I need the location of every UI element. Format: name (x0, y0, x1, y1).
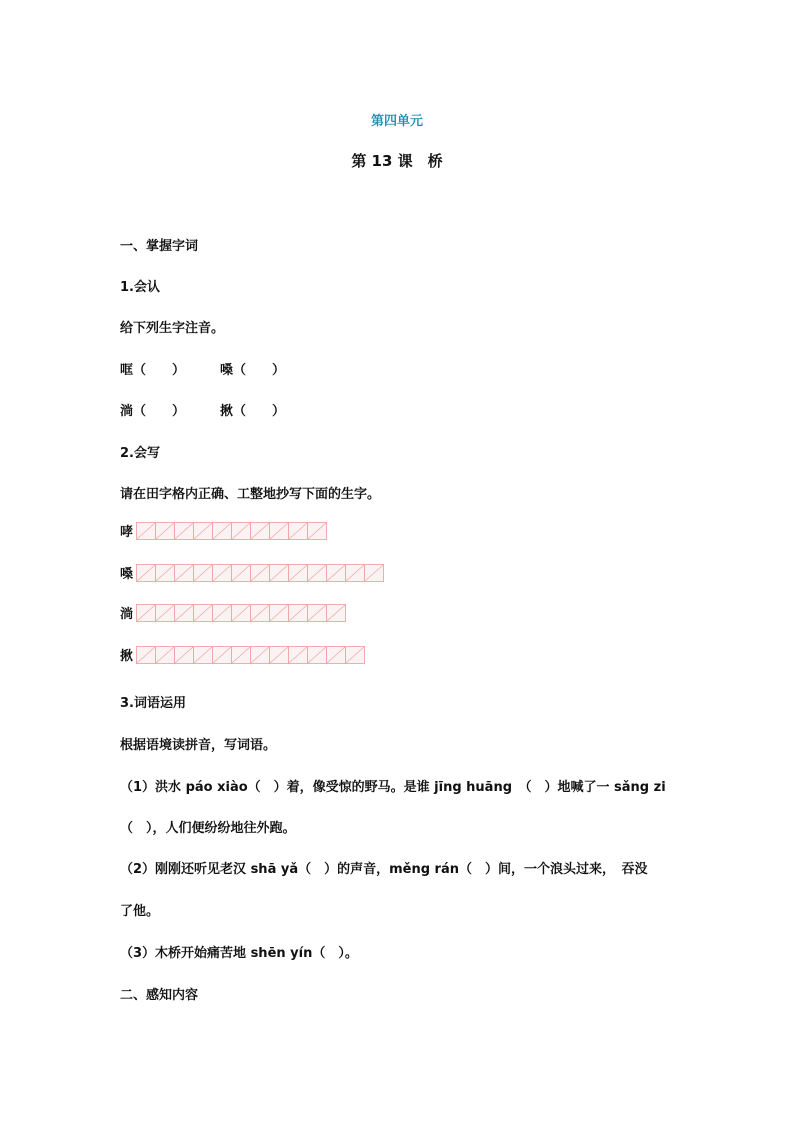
pinyin-row (120, 400, 320, 419)
instruction-text: 给下列生字注音。 (120, 321, 225, 336)
tianzige-grid[interactable] (136, 522, 327, 540)
tianzige-grid[interactable] (136, 564, 384, 582)
instruction-text: 根据语境读拼音，写词语。 (120, 738, 277, 753)
question-text: （2）刚刚还听见老汉 shā yǎ（ ）的声音，měng rán（ ）间，一个浪头过来， 吞没 (120, 862, 648, 877)
tianzige-grid[interactable] (136, 604, 346, 622)
writing-char: 揪 (120, 649, 134, 664)
section-title: 二、感知内容 (120, 988, 199, 1003)
writing-row (120, 603, 346, 622)
pinyin-item: 揪（ ） (220, 404, 286, 419)
question-text: 了他。 (120, 904, 160, 919)
writing-char: 嗓 (120, 567, 134, 582)
pinyin-item: 淌（ ） (120, 404, 186, 419)
writing-char: 淌 (120, 607, 134, 622)
tianzige-grid[interactable] (136, 646, 365, 664)
writing-row (120, 521, 327, 540)
unit-title: 第四单元 (370, 114, 423, 129)
part-title: 1.会认 (120, 280, 160, 295)
writing-row (120, 645, 365, 664)
lesson-title: 第 13 课 桥 (351, 152, 443, 170)
part-title: 2.会写 (120, 446, 160, 461)
instruction-text: 请在田字格内正确、工整地抄写下面的生字。 (120, 487, 381, 502)
writing-char: 哮 (120, 525, 134, 540)
pinyin-item: 哐（ ） (120, 363, 186, 378)
part-title: 3.词语运用 (120, 696, 186, 711)
question-text: （ ），人们便纷纷地往外跑。 (120, 821, 296, 836)
pinyin-row (120, 359, 320, 378)
question-text: （3）木桥开始痛苦地 shēn yín（ ）。 (120, 946, 358, 961)
section-title: 一、掌握字词 (120, 239, 199, 254)
writing-row (120, 563, 384, 582)
pinyin-item: 嗓（ ） (220, 363, 286, 378)
question-text: （1）洪水 páo xiào（ ）着，像受惊的野马。是谁 jīng huāng （ ）地喊了一 sǎng zi (120, 780, 666, 795)
